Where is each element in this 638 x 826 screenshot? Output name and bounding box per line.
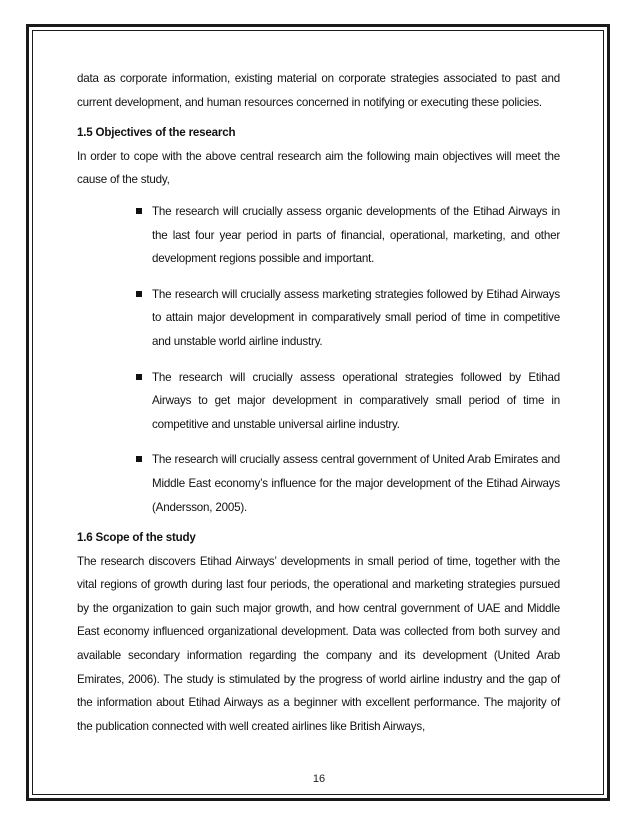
objective-item bbox=[152, 366, 560, 437]
scope-paragraph: The research discovers Etihad Airways’ developments in small period of time, together with the vital regions of growth during last four periods, the operational and marketing strategies pursued by the organization to gain such major growth, and how central government of UAE and Middle East economy influenced organizational development. Data was collected from both survey and available secondary information regarding the company and its development (United Arab Emirates, 2006). The study is stimulated by the progress of world airline industry and the gap of the information about Etihad Airways as a beginner with excellent performance. The majority of the publication connected with well created airlines like British Airways, bbox=[77, 554, 560, 733]
intro-paragraph: data as corporate information, existing material on corporate strategies associated to past and current development, and human resources concerned in notifying or executing these policies. bbox=[77, 72, 560, 109]
square-bullet-icon bbox=[136, 456, 142, 462]
page-content bbox=[77, 67, 560, 738]
objectives-list bbox=[77, 200, 560, 519]
objective-text: The research will crucially assess operational strategies followed by Etihad Airways to get major development in comparatively small period of time in competitive and unstable universal airline industry. bbox=[152, 370, 560, 431]
section-heading-scope: 1.6 Scope of the study bbox=[77, 531, 196, 545]
objective-item bbox=[152, 283, 560, 354]
objective-text: The research will crucially assess organic developments of the Etihad Airways in the last four year period in parts of financial, operational, marketing, and other development regions possible and important. bbox=[152, 204, 560, 266]
objective-item bbox=[152, 448, 560, 519]
objective-item bbox=[152, 200, 560, 271]
objective-text: The research will crucially assess central government of United Arab Emirates and Middle East economy’s influence for the major development of the Etihad Airways (Andersson, 2005). bbox=[152, 453, 560, 514]
square-bullet-icon bbox=[136, 374, 142, 380]
page-number: 16 bbox=[312, 773, 326, 785]
square-bullet-icon bbox=[136, 291, 142, 297]
objectives-intro-paragraph: In order to cope with the above central research aim the following main objectives will meet the cause of the study, bbox=[77, 149, 560, 187]
section-heading-objectives: 1.5 Objectives of the research bbox=[77, 126, 236, 140]
square-bullet-icon bbox=[136, 208, 142, 214]
objective-text: The research will crucially assess marketing strategies followed by Etihad Airways to attain major development in comparatively small period of time in competitive and unstable world airline industry. bbox=[152, 287, 560, 348]
